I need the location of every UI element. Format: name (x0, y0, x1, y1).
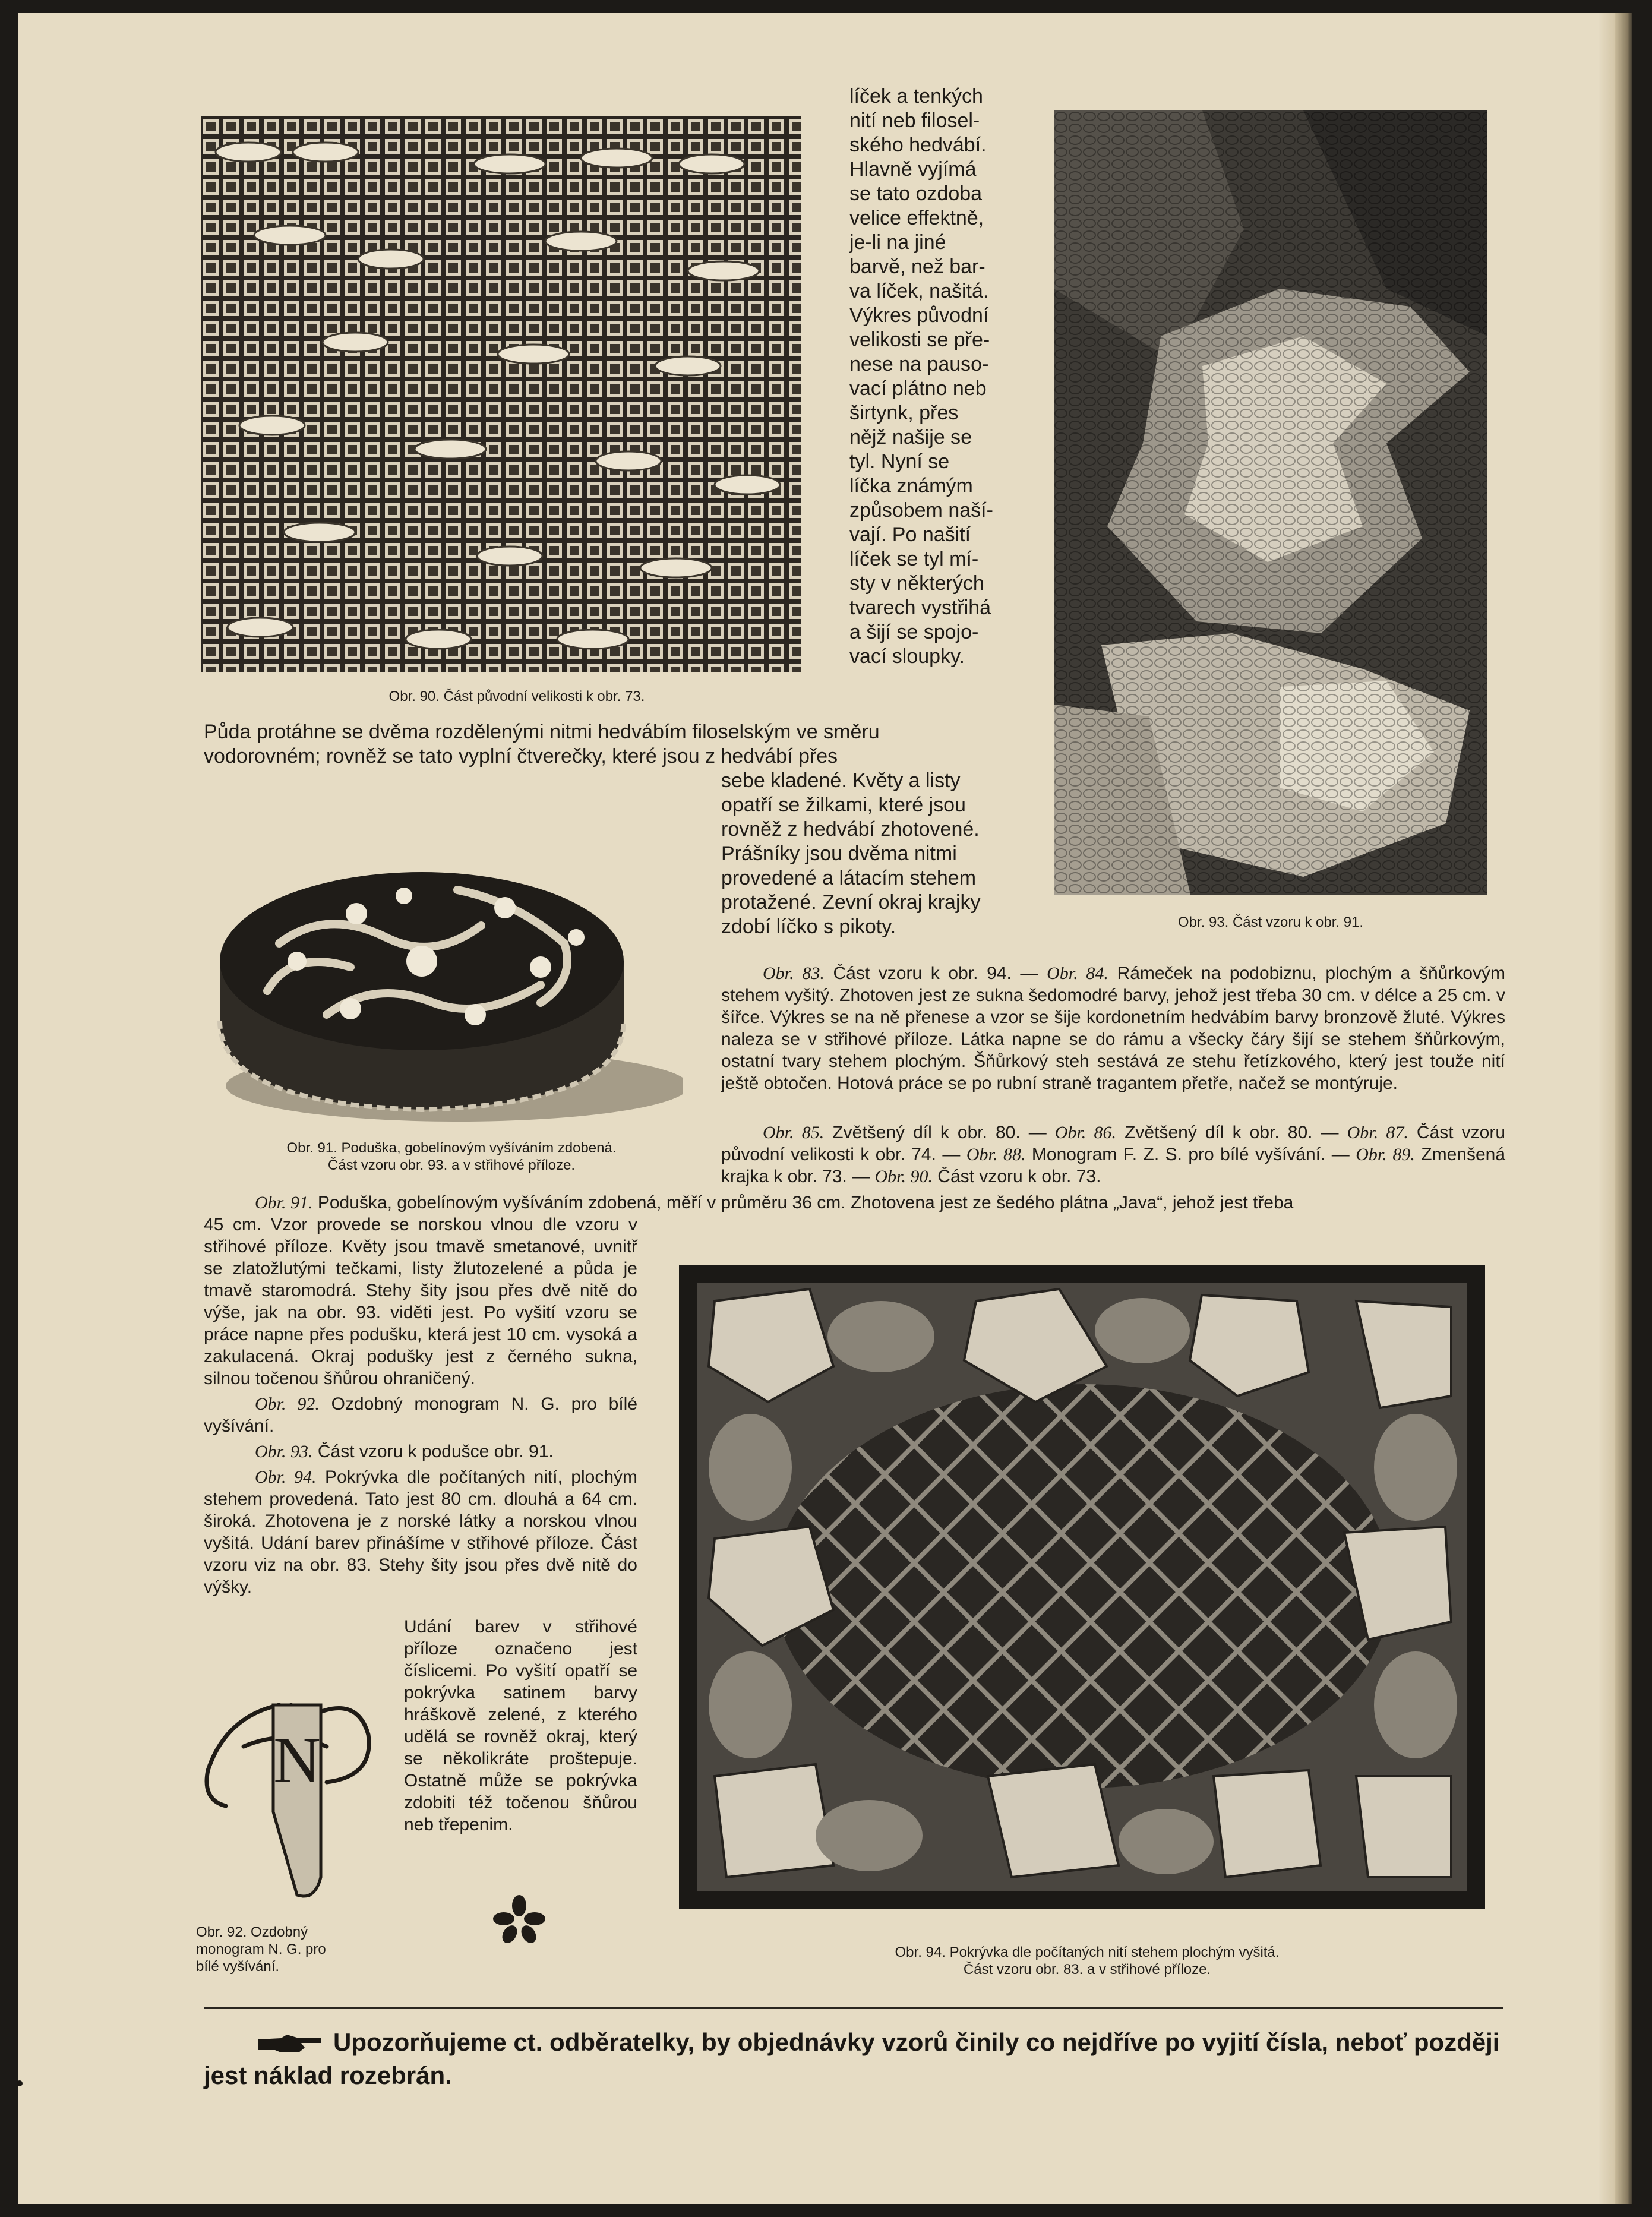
paragraph-94 (204, 1466, 637, 1598)
paragraph-83-84 (721, 962, 1505, 1094)
paragraph-94-narrow: Udání barev v střihové příloze označeno jest číslicemi. Po vyšití opatří se pokrývka satinem barvy hráškově zelené, z kterého udělá se rovněž okraj, který se několikráte proštepuje. Ostatně může se pokrývka zdobiti též točenou šňůrou neb třepenim. (404, 1617, 637, 1834)
figure-91-image (208, 825, 683, 1128)
page-edge (1598, 13, 1615, 2204)
column-text-line: je-li na jiné (849, 231, 946, 254)
text-91-line-1: Poduška, gobelínovým vyšíváním zdobená, měří v průměru 36 cm. Zhotovena jest ze šedého plátna „Java“, jehož jest třeba (312, 1193, 1294, 1212)
text-88: Monogram F. Z. S. pro bílé vyšívání. — (1025, 1145, 1356, 1164)
wide-text-line: Půda protáhne se dvěma rozdělenými nitmi hedvábím filoselským ve směru (204, 721, 880, 743)
column-text-line: va líček, našitá. (849, 280, 989, 302)
mid-text-line: rovněž z hedvábí zhotovené. (721, 818, 980, 841)
column-text-line: líček se tyl mí- (849, 548, 979, 570)
column-text-line: velikosti se pře- (849, 329, 990, 351)
paragraph-91-line-1 (204, 1192, 1511, 1214)
paragraph-92 (204, 1393, 637, 1437)
figure-93-caption: Obr. 93. Část vzoru k obr. 91. (1177, 914, 1364, 930)
figure-92-caption-line-2: monogram N. G. pro (196, 1941, 326, 1957)
text-89: Zmenšená krajka k obr. 73. — (721, 1145, 1506, 1186)
text-85: Zvětšený díl k obr. 80. — (824, 1123, 1055, 1142)
paragraph-93 (204, 1441, 637, 1463)
label-91: Obr. 91. (255, 1193, 313, 1212)
figure-93-image (1054, 110, 1487, 895)
figure-90-image (201, 116, 801, 672)
text-90: Část vzoru k obr. 73. (932, 1167, 1101, 1186)
figure-94-caption-line-2: Část vzoru obr. 83. a v střihové příloze. (963, 1962, 1211, 1978)
column-text-line: nese na pauso- (849, 353, 989, 375)
label-87: Obr. 87. (1347, 1123, 1408, 1142)
figure-92-image (190, 1681, 386, 1907)
left-column-paragraphs (204, 1214, 637, 1598)
text-83: Část vzoru k obr. 94. — (824, 964, 1047, 983)
notice-text: Upozorňujeme ct. odběratelky, by objednávky vzorů činily co nejdříve po vyjití čísla, neboť později jest náklad rozebrán. (204, 2028, 1500, 2089)
label-92: Obr. 92. (255, 1394, 320, 1414)
column-text-line: velice effektně, (849, 207, 984, 229)
figure-91-caption-line-2: Část vzoru obr. 93. a v střihové příloze. (327, 1157, 576, 1173)
column-text-line: vací plátno neb (849, 377, 987, 400)
paragraph-85-90 (721, 1122, 1505, 1188)
label-88: Obr. 88. (966, 1145, 1026, 1164)
label-90: Obr. 90. (874, 1167, 933, 1186)
book-spine (1615, 13, 1632, 2204)
svg-text:N: N (273, 1724, 321, 1796)
divider-rule (204, 2007, 1503, 2009)
column-text-line: barvě, než bar- (849, 255, 985, 278)
column-text-line: vají. Po našití (849, 523, 971, 546)
notice (204, 2026, 1503, 2092)
label-86: Obr. 86. (1054, 1123, 1117, 1142)
column-text-line: způsobem naší- (849, 499, 993, 522)
flower-ornament-icon (491, 1895, 548, 1945)
text-93: Část vzoru k podušce obr. 91. (312, 1442, 554, 1461)
text-92: Ozdobný monogram N. G. pro bílé vyšívání. (204, 1394, 638, 1436)
mid-text-line: provedené a látacím stehem (721, 867, 977, 889)
column-text-line: Hlavně vyjímá (849, 158, 977, 181)
column-text-line: tvarech vystřihá (849, 596, 991, 619)
mid-text-line: zdobí líčko s pikoty. (721, 915, 896, 938)
figure-92-caption-line-3: bílé vyšívání. (196, 1959, 280, 1975)
mid-text-line: protažené. Zevní okraj krajky (721, 891, 981, 914)
column-text-line: a šijí se spojo- (849, 621, 979, 643)
column-text-line: ského hedvábí. (849, 134, 987, 156)
text-87: Část vzoru původní velikosti k obr. 74. — (721, 1123, 1506, 1164)
figure-91-caption-line-1: Obr. 91. Poduška, gobelínovým vyšíváním zdobená. (286, 1140, 617, 1156)
figure-94-caption-line-1: Obr. 94. Pokrývka dle počítaných nití stehem plochým vyšitá. (895, 1944, 1280, 1960)
column-text-line: sty v některých (849, 572, 984, 595)
figure-90-caption: Obr. 90. Část původní velikosti k obr. 73. (388, 689, 645, 705)
text-86: Zvětšený díl k obr. 80. — (1116, 1123, 1347, 1142)
figure-92-caption-line-1: Obr. 92. Ozdobný (196, 1924, 308, 1940)
column-text-line: Výkres původní (849, 304, 989, 327)
column-text-line: nití neb filosel- (849, 109, 980, 132)
mid-text-line: opatří se žilkami, které jsou (721, 794, 966, 816)
paragraph-91-rest: 45 cm. Vzor provede se norskou vlnou dle vzoru v střihové příloze. Květy jsou tmavě smetanové, uvnitř se zlatožlutými tečkami, listy žlutozelené a půda je tmavě staromodrá. Stehy šity jsou přes dvě nitě do výše, jak na obr. 93. viděti jest. Po vyšití vzoru se práce napne přes podušku, která jest 10 cm. vysoká a zakulacená. Okraj podušky jest z černého sukna, silnou točenou šňůrou ohraničený. (204, 1215, 637, 1388)
figure-94-image (679, 1265, 1485, 1909)
column-text-line: se tato ozdoba (849, 182, 983, 205)
figure-94-caption (772, 1944, 1402, 1978)
margin-dot (17, 2080, 23, 2086)
label-83: Obr. 83. (763, 964, 825, 983)
label-84: Obr. 84. (1047, 964, 1108, 983)
column-text-line: širtynk, přes (849, 402, 959, 424)
mid-text-line: Prášníky jsou dvěma nitmi (721, 842, 957, 865)
wide-text (204, 720, 1024, 769)
text-84: Rámeček na podobiznu, plochým a šňůrkovým stehem vyšitý. Zhotoven jest ze sukna šedomodré barvy, jehož jest třeba 30 cm. v délce a 25 cm. v šířce. Výkres se na ně přenese a vzor se šije kordonetním hedvábím barvy bronzově žluté. Výkres naleza se v střihové příloze. Látka napne se do rámu a všecky čáry šijí se stehem šňůrkovým, ostatní tvary stehem plochým. Šňůrkový steh sestává ze stehu řetízkového, který jest touže nití ještě obtočen. Hotová práce se po rubní straně tragantem přetře, načež se montýruje. (721, 964, 1506, 1093)
column-text-line: líček a tenkých (849, 85, 983, 108)
column-text-line: líčka známým (849, 475, 973, 497)
column-text-line: nějž našije se (849, 426, 972, 449)
pointing-hand-icon (257, 2032, 323, 2056)
figure-92-caption (196, 1924, 374, 1975)
column-text-line: tyl. Nyní se (849, 450, 950, 473)
label-85: Obr. 85. (763, 1123, 825, 1142)
label-89: Obr. 89. (1356, 1145, 1415, 1164)
mid-text (721, 769, 1030, 939)
text-94: Pokrývka dle počítaných nití, plochým stehem provedená. Tato jest 80 cm. dlouhá a 64 cm. široká. Zhotovena je z norské látky a norskou vlnou vyšitá. Udání barev přinášíme v střihové příloze. Část vzoru viz na obr. 83. Stehy šity jsou přes dvě nitě do výšky. (204, 1467, 638, 1597)
label-93: Obr. 93. (255, 1442, 313, 1461)
column-text-line: vací sloupky. (849, 645, 965, 668)
wide-text-line: vodorovném; rovněž se tato vyplní čtverečky, které jsou z hedvábí přes (204, 745, 838, 768)
mid-text-line: sebe kladené. Květy a listy (721, 769, 961, 792)
column-text (849, 84, 1016, 669)
label-94: Obr. 94. (255, 1467, 317, 1487)
figure-91-caption (208, 1139, 695, 1174)
